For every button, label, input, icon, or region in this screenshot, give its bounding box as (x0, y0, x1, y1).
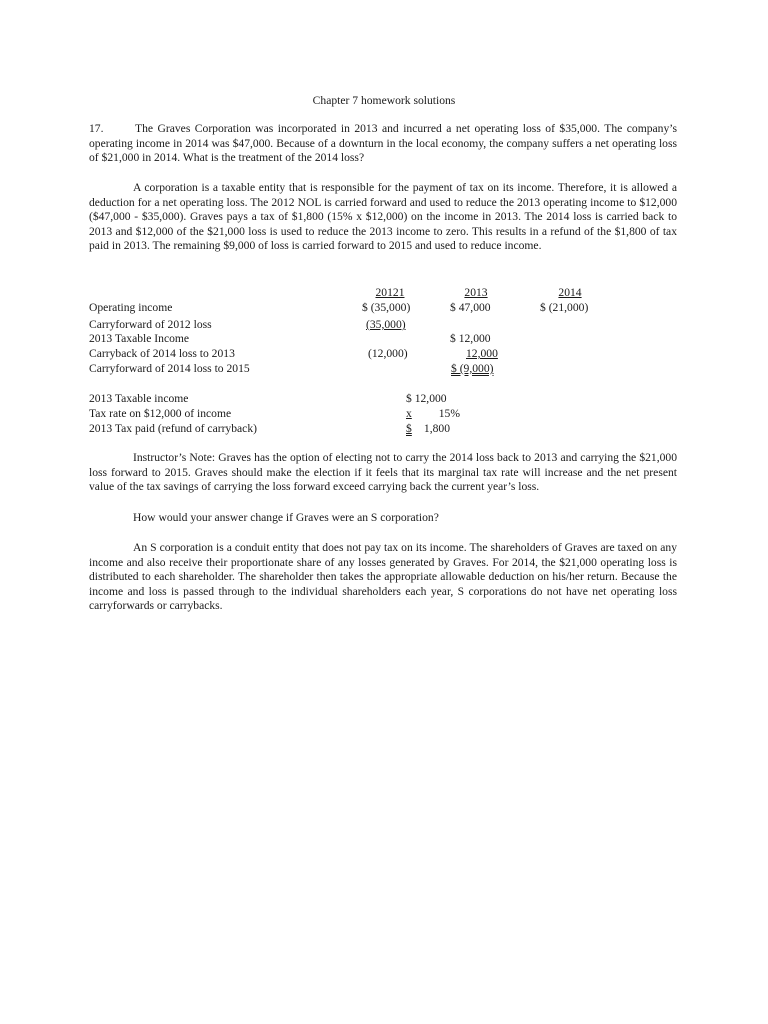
cell-2013: $ (9,000) (451, 362, 494, 375)
answer-paragraph-s-corporation: An S corporation is a conduit entity that does not pay tax on its income. The shareholders of Graves are taxed on any income and also receive their proportionate share of any losses generated by Graves. For 2014, the $21,000 operating loss is distributed to each shareholder. The shareholder then takes the appropriate allowable deduction on his/her return. Because the income and loss is passed through to the individual shareholders each year, S corporations do not have net operating loss carryforwards or carrybacks. (89, 541, 677, 613)
cell-2012: (12,000) (368, 347, 408, 360)
tax-paid (406, 422, 450, 437)
answer-paragraph-corporation: A corporation is a taxable entity that is responsible for the payment of tax on its income. Therefore, it is allowed a deduction for a net operating loss. The 2012 NOL is carried forward and used to reduce the 2013 operating income to $12,000 ($47,000 - $35,000). Graves pays a tax of $1,800 (15% x $12,000) on the income in 2013. The 2014 loss is carried back to 2013 and $12,000 of the $21,000 loss is used to reduce the 2013 income to zero. This results in a refund of the $1,800 of tax paid in 2013. The remaining $9,000 of loss is carried forward to 2015 and used to reduce income. (89, 181, 677, 253)
cell-2012: $ (35,000) (362, 301, 411, 314)
tax-row (89, 422, 257, 437)
tax-row-label: 2013 Tax paid (refund of carryback) (89, 422, 257, 435)
problem-statement (89, 122, 677, 166)
document-title: Chapter 7 homework solutions (312, 94, 456, 107)
row-label: 2013 Taxable Income (89, 332, 190, 345)
table-row (89, 318, 212, 333)
tax-paid-value: 1,800 (423, 422, 450, 435)
table-row (89, 362, 250, 377)
tax-rate-value: 15% (438, 407, 460, 420)
table-row (89, 347, 235, 362)
dollar-sign: $ (406, 422, 412, 435)
follow-up-question: How would your answer change if Graves were an S corporation? (133, 511, 439, 524)
tax-row-label: Tax rate on $12,000 of income (89, 407, 232, 420)
column-header-2012: 20121 (375, 286, 405, 299)
column-header-2013: 2013 (464, 286, 488, 299)
column-header-2014: 2014 (558, 286, 582, 299)
row-label: Carryback of 2014 loss to 2013 (89, 347, 235, 360)
tax-value: $ 12,000 (406, 392, 447, 405)
tax-row-label: 2013 Taxable income (89, 392, 189, 405)
cell-2012: (35,000) (366, 318, 406, 331)
row-label: Operating income (89, 301, 173, 314)
table-row (89, 332, 189, 347)
cell-2013: $ 47,000 (450, 301, 491, 314)
problem-number: 17. (89, 122, 104, 135)
row-label: Carryforward of 2014 loss to 2015 (89, 362, 250, 375)
instructor-note: Instructor’s Note: Graves has the option of electing not to carry the 2014 loss back to 2013 and carrying the $21,000 loss forward to 2015. Graves should make the election if it feels that its marginal tax rate will increase and the net present value of the tax savings of carrying the loss forward exceed carrying back the current year’s loss. (89, 451, 677, 494)
problem-text: The Graves Corporation was incorporated in 2013 and incurred a net operating loss of $35,000. The company’s operating income in 2014 was $47,000. Because of a downturn in the local economy, the company suffers a net operating loss of $21,000 in 2014. What is the treatment of the 2014 loss? (89, 122, 677, 165)
tax-rate (406, 407, 460, 422)
cell-2013: $ 12,000 (450, 332, 491, 345)
tax-row (89, 407, 231, 422)
table-row (89, 301, 172, 316)
multiply-sign: x (406, 407, 412, 420)
cell-2014: $ (21,000) (540, 301, 589, 314)
tax-row (89, 392, 188, 407)
cell-2013: 12,000 (466, 347, 498, 360)
row-label: Carryforward of 2012 loss (89, 318, 212, 331)
